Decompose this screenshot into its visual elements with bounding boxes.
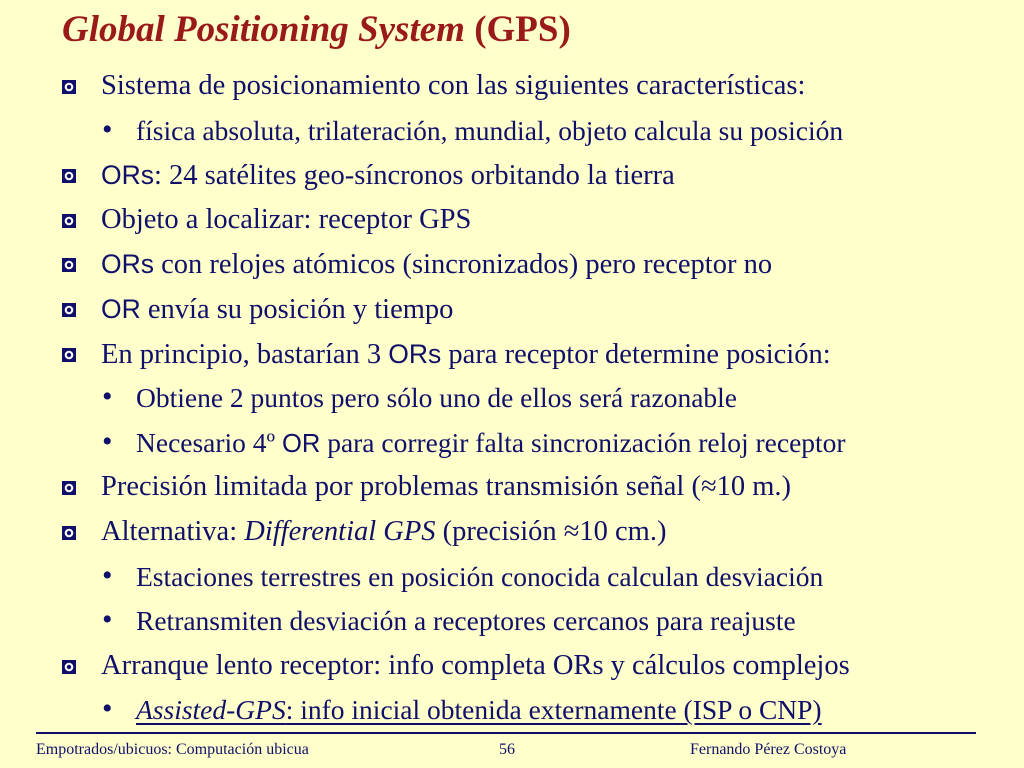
sub-bullet-item [0,559,1024,604]
bullet-text [136,603,796,639]
dot-bullet-icon: • [102,558,113,592]
sub-bullet-item [0,425,1024,470]
text-run: Alternativa: [101,515,245,547]
bullet-item [0,336,1024,381]
bullet-item [0,291,1024,336]
square-bullet-icon [61,659,77,675]
bullet-text [101,157,675,194]
text-run: ORs [388,338,442,369]
text-run: para receptor determine posición: [441,338,831,370]
square-bullet-icon [61,257,77,273]
bullet-text [101,648,850,684]
square-bullet-icon [61,79,77,95]
bullet-text [136,380,737,416]
text-run: Differential GPS [244,515,436,547]
text-run: ORs [101,160,154,191]
bullet-text [101,514,666,550]
text-run: OR [281,429,321,458]
bullet-text [101,202,471,238]
square-bullet-icon [61,525,77,541]
bullet-item [0,68,1024,113]
bullet-text [136,692,822,728]
text-run: Retransmiten desviación a receptores cercanos para reajuste [136,605,796,637]
sub-bullet-item [0,603,1024,648]
bullet-list [0,68,1024,737]
bullet-text [101,336,831,373]
text-run: para corregir falta sincronización reloj receptor [320,426,846,458]
bullet-text [101,68,805,104]
text-run: Objeto a localizar: receptor GPS [101,203,472,235]
bullet-item [0,202,1024,247]
text-run: : info inicial obtenida externamente (ISP o CNP) [285,694,822,726]
dot-bullet-icon: • [102,424,113,458]
dot-bullet-icon: • [102,603,113,637]
bullet-text [101,291,453,328]
bullet-text [136,425,846,462]
square-bullet-icon [61,347,77,363]
square-bullet-icon [61,168,77,184]
bullet-text [101,469,791,505]
bullet-item [0,469,1024,514]
text-run: : 24 satélites geo-síncronos orbitando la tierra [154,160,675,192]
sub-bullet-item [0,692,1024,737]
square-bullet-icon [61,213,77,229]
bullet-item [0,157,1024,202]
text-run: Necesario 4º [136,426,282,458]
text-run: con relojes atómicos (sincronizados) pero receptor no [154,249,773,281]
dot-bullet-icon: • [102,112,113,146]
sub-bullet-item [0,113,1024,158]
dot-bullet-icon: • [102,692,113,726]
bullet-item [0,514,1024,559]
text-run: ORs [101,249,154,280]
dot-bullet-icon: • [102,380,113,414]
square-bullet-icon [61,480,77,496]
text-run: Estaciones terrestres en posición conocida calculan desviación [136,560,824,592]
text-run: Precisión limitada por problemas transmisión señal (≈10 m.) [101,471,792,503]
bullet-text [101,246,772,283]
title-suffix: (GPS) [464,9,571,50]
footer-rule [36,732,976,734]
text-run: Sistema de posicionamiento con las siguientes características: [101,70,806,101]
text-run: física absoluta, trilateración, mundial, objeto calcula su posición [136,114,844,146]
text-run: (precisión ≈10 cm.) [435,515,667,547]
text-run: envía su posición y tiempo [140,293,454,325]
text-run: En principio, bastarían 3 [101,338,389,370]
square-bullet-icon [61,302,77,318]
footer-author: Fernando Pérez Costoya [690,741,847,758]
footer-page-number: 56 [499,741,515,758]
title-main: Global Positioning System [62,9,465,50]
slide-title [62,8,571,51]
text-run: Assisted-GPS [136,694,286,726]
sub-bullet-item [0,380,1024,425]
footer-course: Empotrados/ubicuos: Computación ubicua [36,741,309,758]
text-run: Obtiene 2 puntos pero sólo uno de ellos será razonable [136,382,738,414]
bullet-item [0,246,1024,291]
bullet-text [136,559,823,595]
text-run: Arranque lento receptor: info completa ORs y cálculos complejos [101,649,850,681]
bullet-text [136,113,843,149]
bullet-item [0,648,1024,693]
text-run: OR [101,293,141,324]
